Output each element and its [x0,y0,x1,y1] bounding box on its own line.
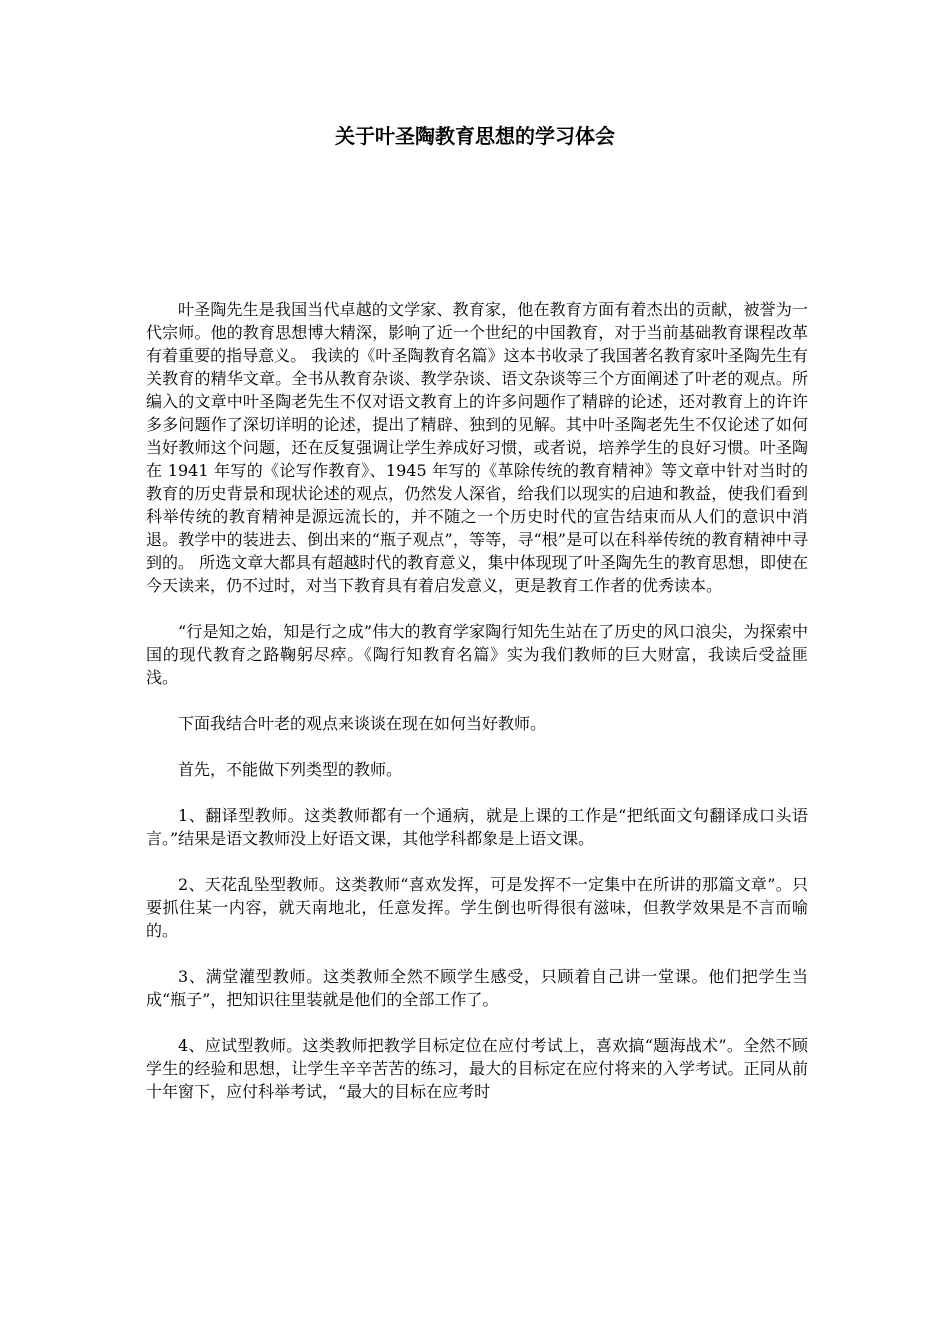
paragraph-intro: 叶圣陶先生是我国当代卓越的文学家、教育家，他在教育方面有着杰出的贡献，被誉为一代宗师。他的教育思想博大精深，影响了近一个世纪的中国教育，对于当前基础教育课程改革有着重要的指导意义。 我读的《叶圣陶教育名篇》这本书收录了我国著名教育家叶圣陶先生有关教育的精华文章。全书从教育杂谈、教学杂谈、语文杂谈等三个方面阐述了叶老的观点。所编入的文章中叶圣陶老先生不仅对语文教育上的许多问题作了精辟的论述，还对教育上的许许多多问题作了深切详明的论述，提出了精辟、独到的见解。其中叶圣陶老先生不仅论述了如何当好教师这个问题，还在反复强调让学生养成好习惯，或者说，培养学生的良好习惯。叶圣陶在 1941 年写的《论写作教育》、1945 年写的《革除传统的教育精神》等文章中针对当时的教育的历史背景和现状论述的观点，仍然发人深省，给我们以现实的启迪和教益，使我们看到科举传统的教育精神是源远流长的，并不随之一个历史时代的宣告结束而从人们的意识中消退。教学中的装进去、倒出来的“瓶子观点”，等等，寻“根”是可以在科举传统的教育精神中寻到的。 所选文章大都具有超越时代的教育意义，集中体现现了叶圣陶先生的教育思想，即使在今天读来，仍不过时，对当下教育具有着启发意义，更是教育工作者的优秀读本。 [146,300,808,595]
paragraph-topic: 下面我结合叶老的观点来谈谈在现在如何当好教师。 [178,714,547,733]
paragraph-item-2: 2、天花乱坠型教师。这类教师“喜欢发挥，可是发挥不一定集中在所讲的那篇文章”。只要抓住某一内容，就天南地北，任意发挥。学生倒也听得很有滋味，但教学效果是不言而喻的。 [146,875,808,940]
document-body [146,298,808,1126]
paragraph-tao-xingzhi: “行是知之始，知是行之成”伟大的教育学家陶行知先生站在了历史的风口浪尖，为探索中国的现代教育之路鞠躬尽瘁。《陶行知教育名篇》实为我们教师的巨大财富，我读后受益匪浅。 [146,622,808,687]
paragraph-item-1: 1、翻译型教师。这类教师都有一个通病，就是上课的工作是“把纸面文句翻译成口头语言。”结果是语文教师没上好语文课，其他学科都象是上语文课。 [146,806,808,848]
paragraph-first: 首先，不能做下列类型的教师。 [178,760,403,779]
paragraph-item-4: 4、应试型教师。这类教师把教学目标定位在应付考试上，喜欢搞“题海战术”。全然不顾学生的经验和思想，让学生辛辛苦苦的练习，最大的目标定在应付将来的入学考试。正同从前十年窗下，应付科举考试，“最大的目标在应考时 [146,1036,808,1101]
document-title: 关于叶圣陶教育思想的学习体会 [335,124,615,148]
paragraph-item-3: 3、满堂灌型教师。这类教师全然不顾学生感受，只顾着自己讲一堂课。他们把学生当成“瓶子”，把知识往里装就是他们的全部工作了。 [146,967,808,1009]
